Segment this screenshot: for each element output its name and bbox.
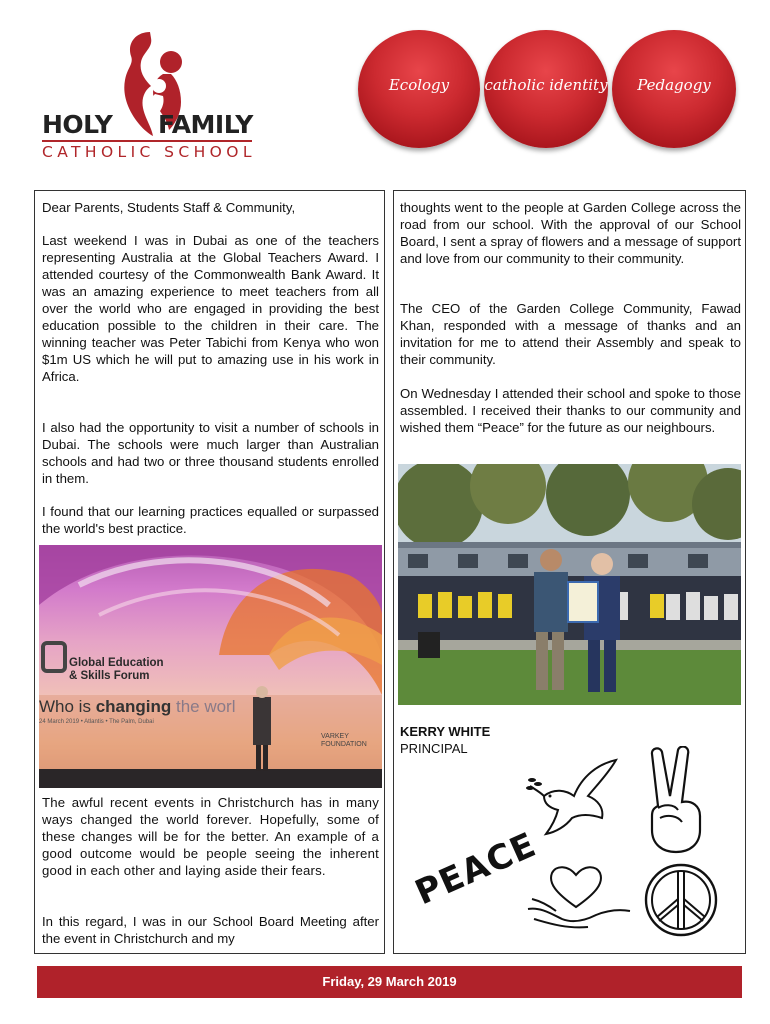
forum-banner-date: 24 March 2019 • Atlantis • The Palm, Dubai: [39, 719, 154, 725]
school-logo: [40, 28, 255, 163]
assembly-photo-illustration: [398, 464, 741, 705]
peace-hand-icon: [644, 746, 709, 856]
paragraph-schools: I also had the opportunity to visit a number of schools in Dubai. The schools were much larger than Australian schools and had two or three thousand students enrolled in them.: [42, 420, 379, 486]
paragraph-board-meeting: In this regard, I was in our School Board Meeting after the event in Christchurch and my: [42, 914, 379, 946]
peace-symbol-icon: [642, 861, 720, 939]
pillar-pedagogy-label: Pedagogy: [637, 76, 711, 94]
logo-subtitle: CATHOLIC SCHOOL: [42, 140, 252, 161]
left-column: [34, 190, 385, 954]
heart-in-hands-icon: [526, 863, 636, 933]
logo-word-holy: HOLY: [42, 110, 113, 139]
pillar-pedagogy: [612, 30, 736, 148]
newsletter-header: [0, 0, 770, 180]
paragraph-christchurch: The awful recent events in Christchurch has in many ways changed the world forever. Hopefully, some of these changes will be for the better. An example of a good outcome would be people seeing the inherent good in each other and laying aside their fears.: [42, 795, 379, 878]
paragraph-practices: I found that our learning practices equalled or surpassed the world's best practice.: [42, 504, 379, 536]
footer-date-bar: [37, 966, 742, 998]
tagline-start: Who is: [39, 697, 96, 716]
peace-word: PEACE: [409, 824, 543, 914]
pillar-catholic-identity-label: catholic identity: [484, 76, 608, 94]
paragraph-garden-college: thoughts went to the people at Garden College across the road from our school. With the approval of our School Board, I sent a spray of flowers and a message of support and love from our community to their community.: [400, 200, 741, 266]
pillar-catholic-identity: [484, 30, 608, 148]
forum-banner-line1: Global Education: [69, 657, 164, 669]
forum-banner-tagline: [39, 697, 236, 717]
assembly-photo: [398, 464, 741, 705]
tagline-bold: changing: [95, 697, 172, 716]
dove-icon: [524, 756, 624, 846]
forum-banner-title: [69, 657, 164, 683]
forum-banner-line2: & Skills Forum: [69, 670, 150, 682]
paragraph-assembly: On Wednesday I attended their school and spoke to those assembled. I received their thanks to our community and wished them “Peace” for the future as our neighbours.: [400, 386, 741, 435]
varkey-logo: [321, 733, 367, 749]
forum-photo: [39, 545, 382, 788]
pillar-ecology-label: Ecology: [388, 76, 450, 94]
paragraph-dubai: Last weekend I was in Dubai as one of the teachers representing Australia at the Global Teachers Award. I attended courtesy of the Commonwealth Bank Award. It was an amazing experience to meet teachers from all over the world who are engaged in providing the best education possible to the children in their care. The winning teacher was Peter Tabichi from Kenya who won $1m US which he will put to amazing use in his work in Africa.: [42, 233, 379, 384]
pillar-ecology: [358, 30, 480, 148]
right-column: [393, 190, 746, 954]
tagline-end: the worl: [171, 697, 236, 716]
salutation: Dear Parents, Students Staff & Community,: [42, 200, 296, 215]
signature-name: KERRY WHITE: [400, 724, 491, 739]
logo-word-family: FAMILY: [158, 110, 253, 139]
varkey-line2: FOUNDATION: [321, 741, 367, 748]
signature-title: PRINCIPAL: [400, 741, 468, 756]
newsletter-date: Friday, 29 March 2019: [322, 974, 457, 989]
paragraph-ceo-response: The CEO of the Garden College Community, Fawad Khan, responded with a message of thanks and an invitation for me to attend their Assembly and speak to their community.: [400, 301, 741, 367]
varkey-line1: VARKEY: [321, 733, 349, 740]
